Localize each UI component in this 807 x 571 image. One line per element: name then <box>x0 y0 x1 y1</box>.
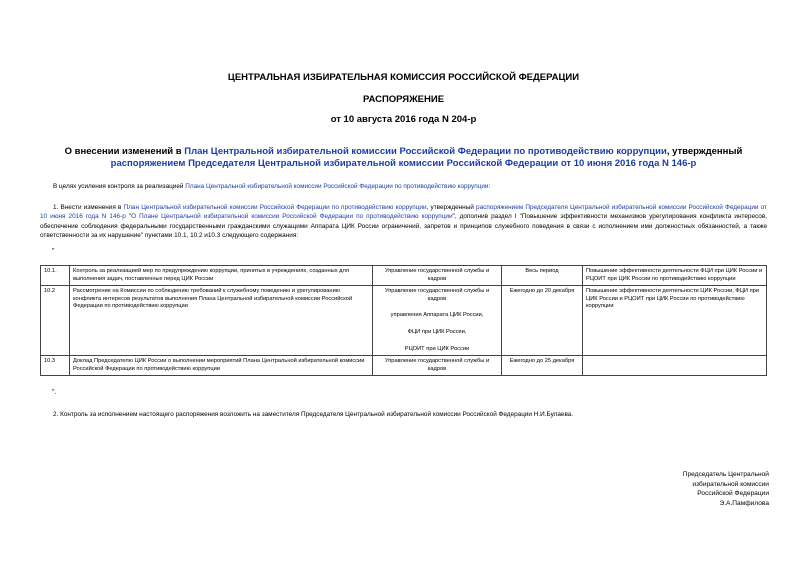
intro-paragraph <box>40 182 767 191</box>
document-type-heading: РАСПОРЯЖЕНИЕ <box>362 94 445 105</box>
table-row <box>41 266 767 286</box>
intro-link-plan[interactable]: Плана Центральной избирательной комиссии Российской Федерации по противодействию коррупции <box>185 183 489 190</box>
document-title <box>40 146 767 170</box>
point1-text-2: , утвержденный <box>426 204 477 211</box>
document-date-number: от 10 августа 2016 года N 204-р <box>330 114 477 125</box>
responsible-line: Управление государственной службы и кадров <box>384 358 490 372</box>
row-number: 10.1. <box>41 266 70 286</box>
title-text-1: О внесении изменений в <box>64 146 185 157</box>
responsible-line: ФЦИ при ЦИК России, <box>407 328 467 335</box>
title-text-2: , утвержденный <box>666 146 743 157</box>
point1-text-1: 1. Внести изменения в <box>53 204 124 211</box>
responsible-line: управления Аппарата ЦИК России, <box>390 312 484 319</box>
signature-line-2: избирательной комиссии <box>692 480 769 488</box>
organization-heading: ЦЕНТРАЛЬНАЯ ИЗБИРАТЕЛЬНАЯ КОМИССИЯ РОССИЙСКОЙ ФЕДЕРАЦИИ <box>227 72 580 83</box>
table-row <box>41 356 767 376</box>
row-result: Повышение эффективности деятельности ЦИК России, ФЦИ при ЦИК России и РЦОИТ при ЦИК России по противодействию коррупции <box>583 286 767 356</box>
table-row <box>41 286 767 356</box>
signature-line-3: Российской Федерации <box>697 490 769 498</box>
signature-name: Э.А.Памфилова <box>719 499 769 507</box>
point1-link-order[interactable]: распоряжением Председателя Центральной избирательной комиссии Российской Федерации от 10 июня 2016 года N 146-р <box>40 204 767 221</box>
signature-block <box>619 470 769 508</box>
responsible-line: Управление государственной службы и кадров <box>384 268 490 282</box>
row-number: 10.3 <box>41 356 70 376</box>
title-link-plan[interactable]: План Центральной избирательной комиссии Российской Федерации по противодействию коррупции <box>184 146 667 157</box>
point1-text-4: ", дополнив раздел I "Повышение эффективности механизмов урегулирования конфликта интересов, обеспечение соблюдения федеральными государственными гражданскими служащими Аппарата ЦИК России ограничений, запретов и принципов служебного поведения в связи с исполнением ими должностных обязанностей, а также ответственности за их нарушение" пунктами 10.1, 10.2 и10.3 следующего содержания: <box>40 213 767 240</box>
responsible-line: Управление государственной службы и кадров <box>384 288 490 302</box>
row-action: Рассмотрение на Комиссии по соблюдению требований к служебному поведению и урегулированию конфликта интересов результатов выполнения Плана Центральной избирательной комиссии Российской Федерации по противодействию коррупции <box>70 286 373 356</box>
row-term: Весь период <box>502 266 583 286</box>
intro-text: В целях усиления контроля за реализацией <box>53 183 186 190</box>
point1-link-plan-title[interactable]: О Плане Центральной избирательной комиссии Российской Федерации по противодействию коррупции <box>131 213 453 221</box>
point-1-paragraph <box>40 203 767 241</box>
signature-line-1: Председатель Центральной <box>682 471 769 478</box>
title-link-order[interactable]: распоряжением Председателя Центральной избирательной комиссии Российской Федерации от 10 июня 2016 года N 146-р <box>110 158 697 169</box>
row-responsible <box>373 286 502 356</box>
intro-end: : <box>488 183 491 190</box>
plan-table <box>40 265 767 376</box>
point1-link-plan[interactable]: План Центральной избирательной комиссии Российской Федерации по противодействию коррупции <box>123 204 427 211</box>
row-term: Ежегодно до 25 декабря <box>502 356 583 376</box>
row-responsible <box>373 266 502 286</box>
row-action: Доклад Председателю ЦИК России о выполнении мероприятий Плана Центральной избирательной комиссии Российской Федерации по противодействию коррупции <box>70 356 373 376</box>
point1-text-3: " <box>125 213 132 221</box>
spacer <box>376 303 498 312</box>
row-result <box>583 356 767 376</box>
row-term: Ежегодно до 20 декабря <box>502 286 583 356</box>
spacer <box>376 337 498 346</box>
row-responsible <box>373 356 502 376</box>
quote-close: ". <box>52 389 57 396</box>
spacer <box>376 320 498 329</box>
row-action: Контроль за реализацией мер по предупреждению коррупции, принятых в учреждениях, созданных для выполнения задач, поставленных перед ЦИК России <box>70 266 373 286</box>
point-2-paragraph: 2. Контроль за исполнением настоящего распоряжения возложить на заместителя Председателя Центральной избирательной комиссии Российской Федерации Н.И.Булаева. <box>53 411 574 418</box>
row-result: Повышение эффективности деятельности ФЦИ при ЦИК России и РЦОИТ при ЦИК России по противодействию коррупции <box>583 266 767 286</box>
row-number: 10.2 <box>41 286 70 356</box>
responsible-line: РЦОИТ при ЦИК России <box>404 345 470 352</box>
quote-open: " <box>52 248 55 255</box>
